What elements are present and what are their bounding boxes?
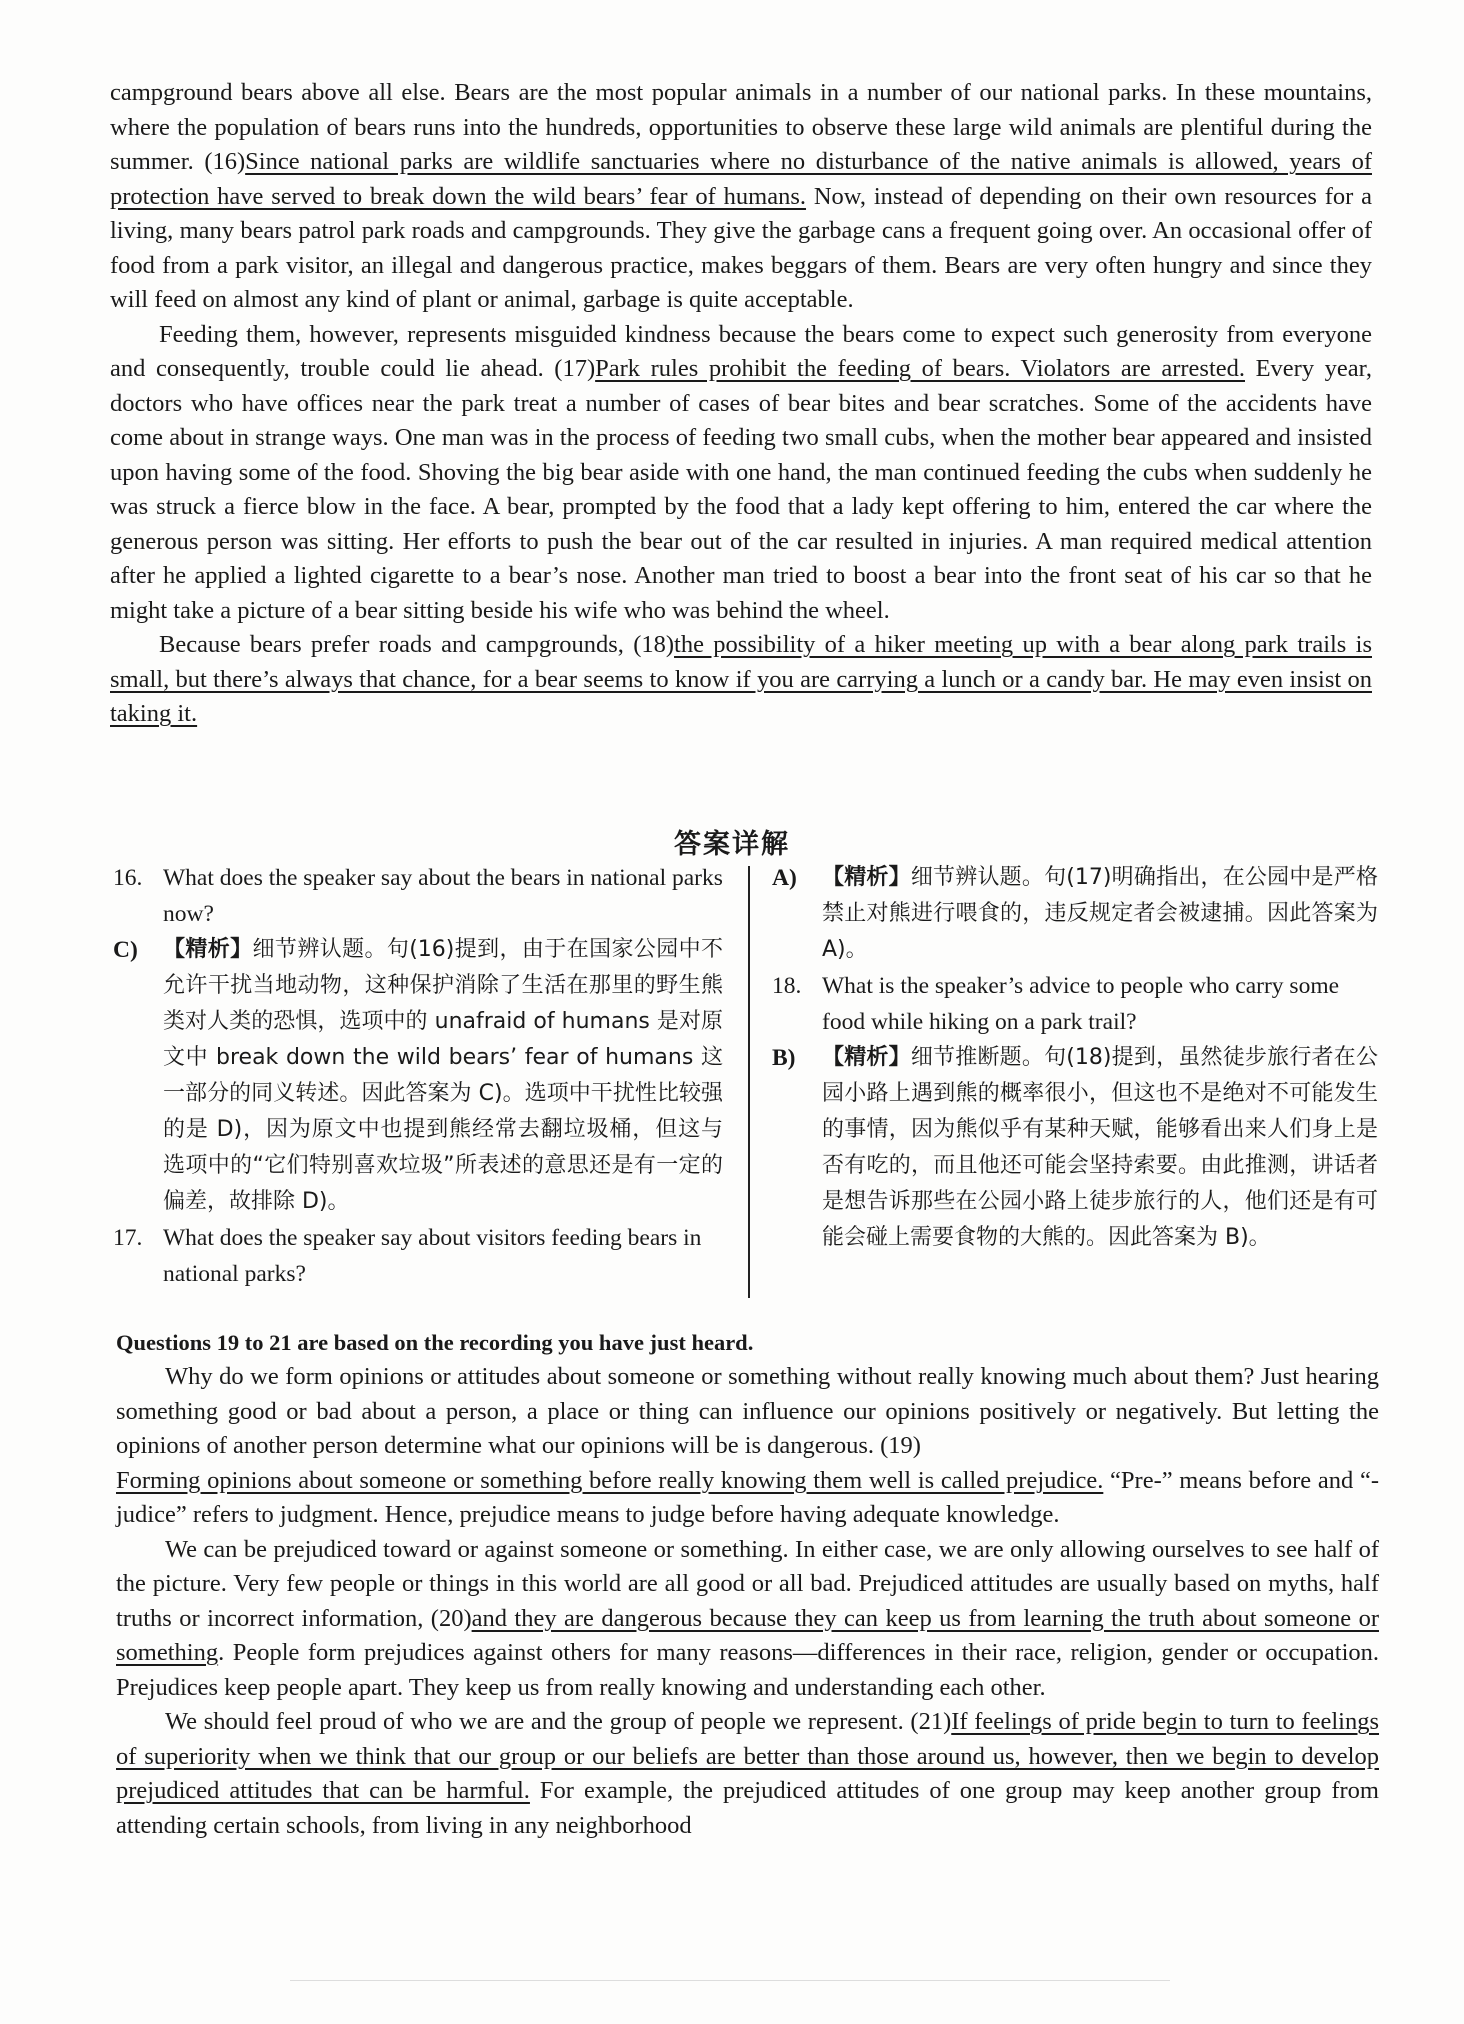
answer-column-right xyxy=(772,860,1378,1256)
question-16 xyxy=(113,860,723,932)
analysis-text: 细节推断题。句(18)提到，虽然徒步旅行者在公园小路上遇到熊的概率很小，但这也不是绝对不可能发生的事情，因为熊似乎有某种天赋，能够看出来人们身上是否有吃的，而且他还可能会坚持索要。由此推测，讲话者是想告诉那些在公园小路上徒步旅行的人，他们还是有可能会碰上需要食物的大熊的。因此答案为 B)。 xyxy=(822,1045,1378,1250)
question-text: What does the speaker say about the bears in national parks now? xyxy=(163,865,723,927)
underlined-sentence-20: and they are dangerous because they can keep us from learning the truth about someone or something xyxy=(116,1604,1379,1666)
sentence-marker-20: (20) xyxy=(430,1604,472,1632)
sentence-marker-19: (19) xyxy=(880,1432,921,1459)
answer-letter: C) xyxy=(113,937,138,963)
analysis-tag: 【精析】 xyxy=(822,1045,911,1070)
underlined-sentence-19: Forming opinions about someone or something before really knowing them well is called prejudice. xyxy=(116,1466,1104,1494)
underlined-sentence-18: the possibility of a hiker meeting up with a bear along park trails is small, but there’s always that chance, for a bear seems to know if you are carrying a lunch or a candy bar. He may even insist on taking it. xyxy=(110,631,1372,727)
question-number: 17. xyxy=(113,1225,143,1251)
passage-paragraph-3: Because bears prefer roads and campgrounds, (18)the possibility of a hiker meeting up with a bear along park trails is small, but there’s always that chance, for a bear seems to know if you are carrying a lunch or a candy bar. He may even insist on taking it. xyxy=(110,631,1372,727)
section-title: Questions 19 to 21 are based on the recording you have just heard. xyxy=(116,1330,754,1355)
answer-17 xyxy=(772,860,1378,968)
answer-column-left xyxy=(113,860,723,1292)
analysis-text: 细节辨认题。句(17)明确指出，在公园中是严格禁止对熊进行喂食的，违反规定者会被逮捕。因此答案为 A)。 xyxy=(822,865,1378,962)
sentence-marker-17: (17) xyxy=(554,355,596,382)
sentence-marker-18: (18) xyxy=(633,631,675,658)
underlined-sentence-16: Since national parks are wildlife sanctuaries where no disturbance of the native animals is allowed, years of protection have served to break down the wild bears’ fear of humans. xyxy=(110,148,1372,210)
analysis-tag: 【精析】 xyxy=(163,937,253,962)
analysis-text: 细节辨认题。句(16)提到，由于在国家公园中不允许干扰当地动物，这种保护消除了生活在那里的野生熊类对人类的恐惧，选项中的 unafraid of humans 是对原文中 break down the wild bears’ fear of humans 这一部分的同义转述。因此答案为 C)。选项中干扰性比较强的是 D)，因为原文中也提到熊经常去翻垃圾桶，但这与选项中的“它们特别喜欢垃圾”所表述的意思还是有一定的偏差，故排除 D)。 xyxy=(163,937,723,1214)
passage-paragraph-1: Why do we form opinions or attitudes about someone or something without really knowing much about them? Just hearing something good or bad about a person, a place or thing can influence our opinions positively or negatively. But letting the opinions of another person determine what our opinions will be is dangerous. (19) Forming opinions about someone or something before really knowing them well is called prejudice. “Pre-” means before and “-judice” refers to judgment. Hence, prejudice means to judge before having adequate knowledge. xyxy=(116,1363,1379,1528)
question-17 xyxy=(113,1220,723,1292)
passage-paragraph-2: We can be prejudiced toward or against someone or something. In either case, we are only allowing ourselves to see half of the picture. Very few people or things in this world are all good or all bad. Prejudiced attitudes are usually based on myths, half truths or incorrect information, (20)and they are dangerous because they can keep us from learning the truth about someone or something. People form prejudices against others for many reasons—differences in their race, religion, gender or occupation. Prejudices keep people apart. They keep us from really knowing and understanding each other. xyxy=(116,1535,1379,1701)
underlined-sentence-17: Park rules prohibit the feeding of bears. Violators are arrested. xyxy=(595,355,1245,382)
analysis-tag: 【精析】 xyxy=(822,865,911,890)
answer-explanation-heading: 答案详解 xyxy=(674,829,790,860)
passage-paragraph-2: Feeding them, however, represents misguided kindness because the bears come to expect such generosity from everyone and consequently, trouble could lie ahead. (17)Park rules prohibit the feeding of bears. Violators are arrested. Every year, doctors who have offices near the park treat a number of cases of bear bites and bear scratches. Some of the accidents have come about in strange ways. One man was in the process of feeding two small cubs, when the mother bear appeared and insisted upon having some of the food. Shoving the big bear aside with one hand, the man continued feeding the cubs when suddenly he was struck a fierce blow in the face. A bear, prompted by the food that a lady kept offering to him, entered the car where the generous person was sitting. Her efforts to push the bear out of the car resulted in injuries. A man required medical attention after he applied a lighted cigarette to a bear’s nose. Another man tried to boost a bear into the front seat of his car so that he might take a picture of a bear sitting beside his wife who was behind the wheel. xyxy=(110,320,1372,624)
question-number: 16. xyxy=(113,865,143,891)
bears-passage xyxy=(110,76,1372,732)
passage-paragraph-1: campground bears above all else. Bears are the most popular animals in a number of our national parks. In these mountains, where the population of bears runs into the hundreds, opportunities to observe these large wild animals are plentiful during the summer. (16)Since national parks are wildlife sanctuaries where no disturbance of the native animals is allowed, years of protection have served to break down the wild bears’ fear of humans. Now, instead of depending on their own resources for a living, many bears patrol park roads and campgrounds. They give the garbage cans a frequent going over. An occasional offer of food from a park visitor, an illegal and dangerous practice, makes beggars of them. Bears are very often hungry and since they will feed on almost any kind of plant or animal, garbage is quite acceptable. xyxy=(110,79,1372,313)
column-divider xyxy=(748,866,750,1298)
footer-rule xyxy=(290,1980,1170,1981)
answer-18 xyxy=(772,1040,1378,1256)
question-text: What is the speaker’s advice to people who carry some food while hiking on a park trail? xyxy=(822,973,1340,1035)
sentence-marker-21: (21) xyxy=(910,1708,952,1735)
question-number: 18. xyxy=(772,973,802,999)
question-18 xyxy=(772,968,1378,1040)
answer-letter: A) xyxy=(772,865,797,891)
answer-letter: B) xyxy=(772,1045,796,1071)
prejudice-passage xyxy=(116,1360,1379,1843)
underlined-sentence-21: If feelings of pride begin to turn to feelings of superiority when we think that our group or our beliefs are better than those around us, however, then we begin to develop prejudiced attitudes that can be harmful. xyxy=(116,1708,1380,1804)
question-text: What does the speaker say about visitors feeding bears in national parks? xyxy=(163,1225,702,1287)
passage-paragraph-3: We should feel proud of who we are and the group of people we represent. (21)If feelings of pride begin to turn to feelings of superiority when we think that our group or our beliefs are better than those around us, however, then we begin to develop prejudiced attitudes that can be harmful. For example, the prejudiced attitudes of one group may keep another group from attending certain schools, from living in any neighborhood xyxy=(116,1708,1380,1839)
sentence-marker-16: (16) xyxy=(204,148,246,175)
answer-16 xyxy=(113,932,723,1220)
